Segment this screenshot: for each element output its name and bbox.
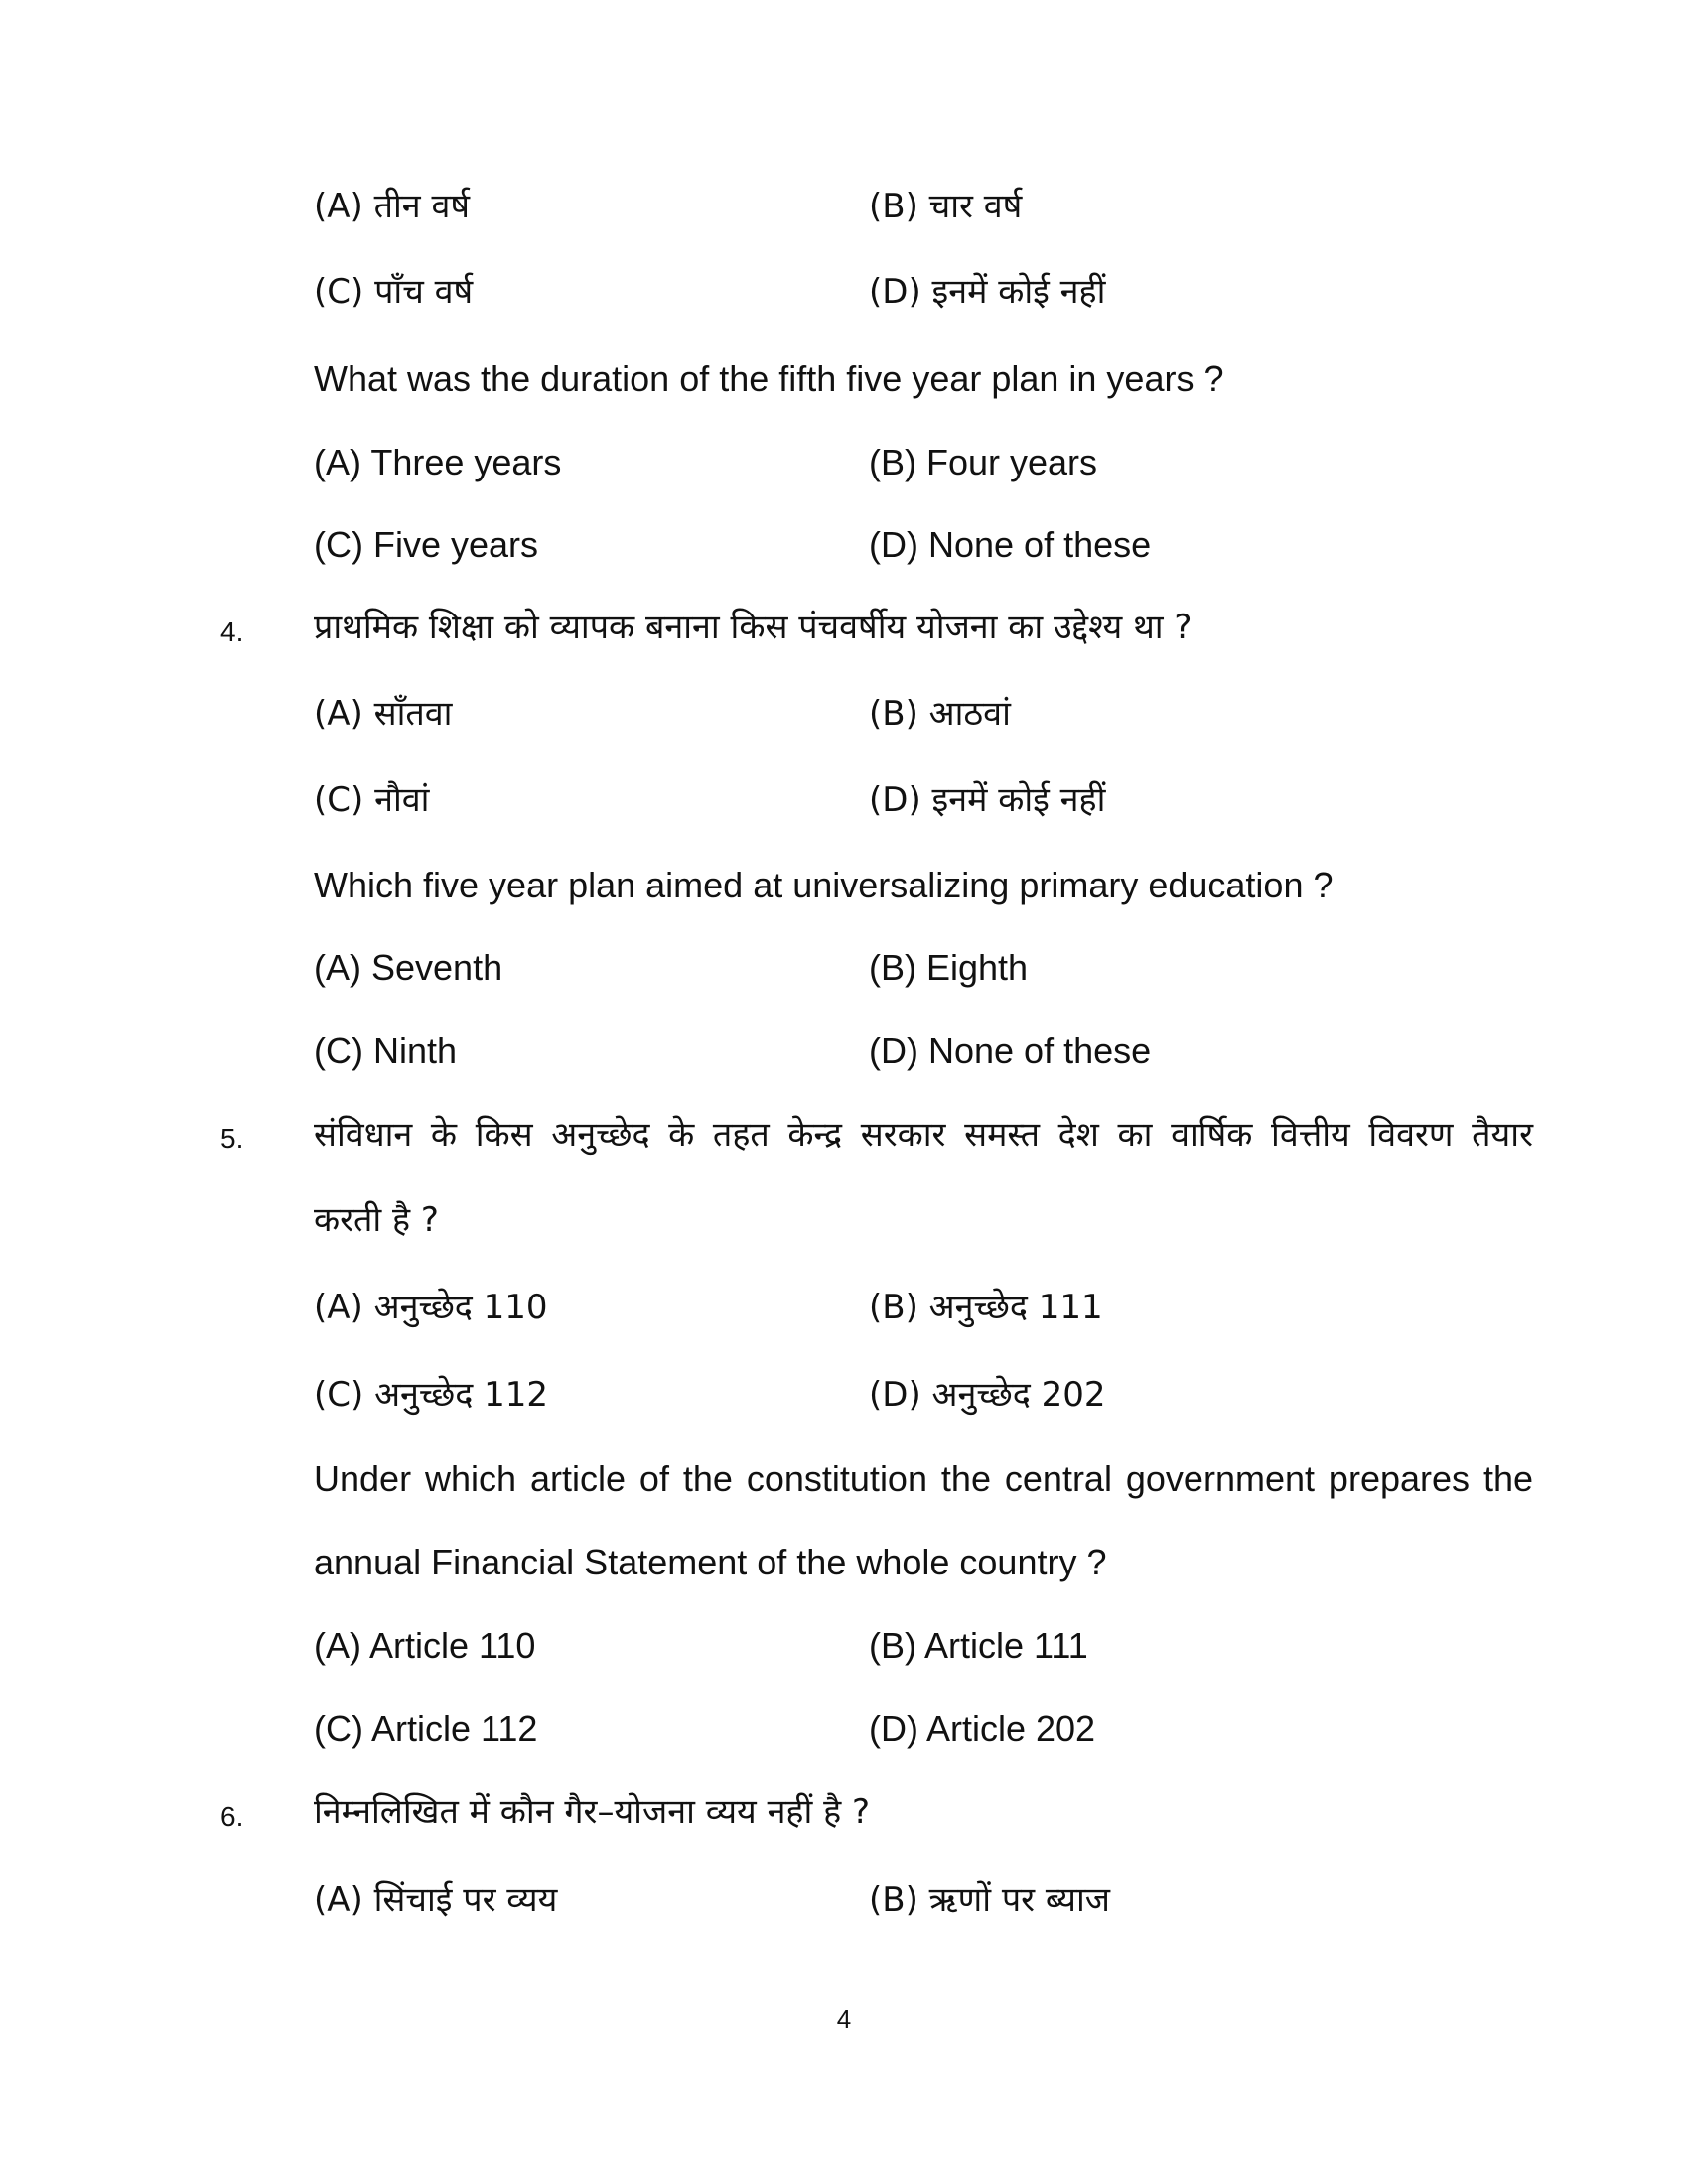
q4-hi-option-c: (C) नौवां	[314, 780, 430, 820]
q5-hi-question-line-2: करती है ?	[314, 1200, 439, 1240]
q4-hi-question: प्राथमिक शिक्षा को व्यापक बनाना किस पंचवर्षीय योजना का उद्देश्य था ?	[314, 608, 1193, 647]
q6-hi-option-b: (B) ऋणों पर ब्याज	[869, 1880, 1111, 1920]
q6-hi-option-a: (A) सिंचाई पर व्यय	[314, 1880, 558, 1920]
q4-en-question: Which five year plan aimed at universalizing primary education ?	[314, 865, 1334, 905]
q5-en-question-line-2: annual Financial Statement of the whole country ?	[314, 1542, 1107, 1582]
q5-hi-option-b: (B) अनुच्छेद 111	[869, 1288, 1103, 1327]
q3-en-question: What was the duration of the fifth five year plan in years ?	[314, 358, 1224, 399]
q5-en-option-b: (B) Article 111	[869, 1625, 1088, 1666]
q3-en-option-c: (C) Five years	[314, 524, 539, 565]
q4-en-option-d: (D) None of these	[869, 1030, 1152, 1071]
q4-en-option-b: (B) Eighth	[869, 947, 1029, 988]
q5-hi-option-c: (C) अनुच्छेद 112	[314, 1375, 549, 1415]
q4-hi-option-a: (A) साँतवा	[314, 694, 453, 734]
q5-en-question-line-1: Under which article of the constitution the central government prepares the	[314, 1458, 1533, 1499]
q5-en-option-c: (C) Article 112	[314, 1708, 538, 1749]
q4-number: 4.	[220, 616, 244, 647]
q5-number: 5.	[220, 1123, 244, 1154]
q5-en-option-d: (D) Article 202	[869, 1708, 1096, 1749]
q4-en-option-c: (C) Ninth	[314, 1030, 458, 1071]
q5-en-option-a: (A) Article 110	[314, 1625, 536, 1666]
q6-hi-question: निम्नलिखित में कौन गैर–योजना व्यय नहीं है ?	[314, 1792, 871, 1832]
q4-hi-option-b: (B) आठवां	[869, 694, 1011, 734]
q3-en-option-a: (A) Three years	[314, 442, 562, 482]
q3-en-option-b: (B) Four years	[869, 442, 1098, 482]
q4-en-option-a: (A) Seventh	[314, 947, 503, 988]
q5-hi-option-d: (D) अनुच्छेद 202	[869, 1375, 1106, 1415]
q5-hi-question-line-1: संविधान के किस अनुच्छेद के तहत केन्द्र सरकार समस्त देश का वार्षिक वित्तीय विवरण तैयार	[314, 1115, 1533, 1155]
q6-number: 6.	[220, 1801, 244, 1832]
page-number: 4	[836, 2004, 852, 2034]
q3-hi-option-c: (C) पाँच वर्ष	[314, 272, 474, 312]
q4-hi-option-d: (D) इनमें कोई नहीं	[869, 780, 1106, 820]
q5-hi-option-a: (A) अनुच्छेद 110	[314, 1288, 548, 1327]
q3-hi-option-b: (B) चार वर्ष	[869, 187, 1023, 226]
q3-en-option-d: (D) None of these	[869, 524, 1152, 565]
q3-hi-option-a: (A) तीन वर्ष	[314, 187, 471, 226]
q3-hi-option-d: (D) इनमें कोई नहीं	[869, 272, 1106, 312]
